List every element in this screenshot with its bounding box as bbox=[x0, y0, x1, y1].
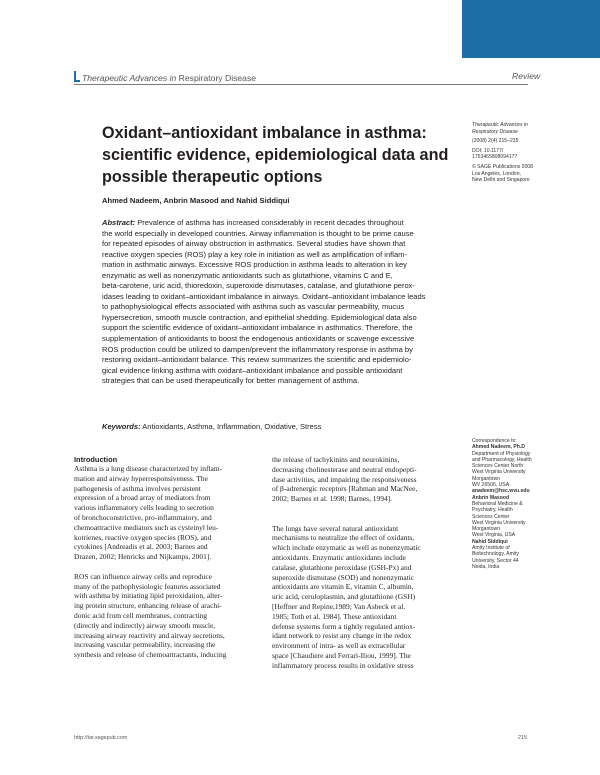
abstract-line: enzymatic as well as nonenzymatic antioxidants such as glutathione, vitamins C and E, bbox=[102, 270, 393, 280]
body-line: kotrienes, reactive oxygen species (ROS), and bbox=[74, 532, 212, 542]
body-line: dase activities, and impairing the responsiveness bbox=[272, 474, 417, 484]
sidebar-copyright-line3: New Delhi and Singapore bbox=[472, 177, 530, 184]
address-line: Morgantown bbox=[472, 475, 501, 482]
correspondence-block bbox=[472, 438, 552, 570]
body-line: Drazen, 2002; Henricks and Nijkamps, 2001]. bbox=[74, 552, 212, 562]
abstract-line: the world especially in developed countries. Airway inflammation is thought to be prime cause bbox=[102, 228, 414, 238]
abstract-line: mation in asthmatic airways. Excessive ROS production in asthma leads to alteration in key bbox=[102, 260, 407, 270]
body-line: donic acid from cell membranes, contracting bbox=[74, 610, 207, 620]
journal-name bbox=[74, 71, 256, 83]
body-line: which include enzymatic as well as nonenzymatic bbox=[272, 543, 421, 553]
body-line: of bronchoconstrictive, pro-inflammatory, and bbox=[74, 512, 212, 522]
abstract-line: support the scientific evidence of oxidant–antioxidant imbalance in asthmatics. Therefore, the bbox=[102, 323, 413, 333]
article-title: Oxidant–antioxidant imbalance in asthma: scientific evidence, epidemiological data and possible therapeutic options bbox=[102, 124, 449, 186]
body-line: chemoattractive mediators such as cysteinyl leu- bbox=[74, 522, 219, 532]
sidebar-copyright-line2: Los Angeles, London, bbox=[472, 170, 521, 177]
authors: Ahmed Nadeem, Anbrin Masood and Nahid Siddiqui bbox=[102, 196, 290, 205]
body-line: with asthma by initiating lipid peroxidation, alter- bbox=[74, 591, 223, 601]
page-number: 215 bbox=[518, 735, 527, 741]
body-line: synthesis and release of chemoattractants, inducing bbox=[74, 650, 227, 660]
address-line: Department of Physiology bbox=[472, 450, 531, 457]
abstract-line: ROS production could be utilized to dampen/prevent the inflammatory response in asthma by bbox=[102, 344, 413, 354]
abstract-line: to pathophysiological effects associated with asthma such as vascular permeability, mucus bbox=[102, 302, 405, 312]
address-line: Behavioral Medicine & bbox=[472, 500, 523, 507]
address-line: Noida, India bbox=[472, 563, 500, 570]
body-line: uric acid, ceruloplasmin, and glutathione (GSH) bbox=[272, 592, 416, 602]
body-line: The lungs have several natural antioxidant bbox=[272, 523, 399, 533]
abstract-line: supplementation of antioxidants to boost the endogenous antioxidants or scavenge excessive bbox=[102, 334, 415, 344]
body-line: of β-adrenergic receptors [Rahman and MacNee, bbox=[272, 484, 418, 494]
body-line: idant network to resist any change in the redox bbox=[272, 631, 412, 641]
keywords-text: Antioxidants, Asthma, Inflammation, Oxidative, Stress bbox=[140, 422, 322, 431]
author-name: Ahmed Nadeem, Ph.D bbox=[472, 444, 525, 451]
address-line: West Virginia, USA bbox=[472, 532, 516, 539]
body-line: increasing airway reactivity and airway secretions, bbox=[74, 630, 225, 640]
abstract-line: reactive oxygen species (ROS) play a key role in initiation as well as amplification of inflam- bbox=[102, 249, 407, 259]
body-column-right bbox=[272, 455, 461, 671]
body-line: mechanisms to neutralize the effect of oxidants, bbox=[272, 533, 415, 543]
abstract-line: for repeated episodes of airway obstruction in asthmatics. Several studies have shown that bbox=[102, 239, 406, 249]
author-email: anadeem@hsc.wvu.edu bbox=[472, 488, 530, 495]
abstract-line: hypersecretion, smooth muscle contraction, and epithelial shedding. Epidemiological data also bbox=[102, 312, 417, 322]
address-line: Biotechnology, Amity bbox=[472, 551, 519, 558]
body-line: expression of a broad array of mediators from bbox=[74, 493, 211, 503]
sidebar-copyright-line1: © SAGE Publications 2008 bbox=[472, 163, 533, 170]
corner-accent-block bbox=[462, 0, 600, 58]
body-line: 1985; Toth et al. 1984]. These antioxidant bbox=[272, 611, 397, 621]
body-line: the release of tachykinins and neurokinins, bbox=[272, 455, 400, 464]
author-name: Anbrin Masood bbox=[472, 494, 510, 501]
header-divider bbox=[74, 84, 528, 85]
body-line: 2002; Barnes et al. 1998; Barnes, 1994]. bbox=[272, 494, 393, 504]
journal-name-rest: Respiratory Disease bbox=[176, 73, 257, 83]
body-line: catalase, glutathione peroxidase (GSH-Px) and bbox=[272, 562, 412, 572]
body-line: environment of intra- as well as extracellular bbox=[272, 641, 406, 651]
sidebar-info bbox=[472, 122, 533, 184]
footer-url[interactable]: http://tar.sagepub.com bbox=[74, 735, 128, 741]
address-line: and Pharmacology, Health bbox=[472, 456, 532, 463]
abstract-line: idases leading to oxidant–antioxidant imbalance in airways. Oxidant–antioxidant imbalance leads bbox=[102, 291, 426, 301]
address-line: WV 26506, USA bbox=[472, 482, 510, 489]
abstract-line: restoring oxidant–antioxidant balance. This review summarizes the scientific and epidemiolo- bbox=[102, 355, 412, 365]
body-line: many of the pathophysiologic features associated bbox=[74, 581, 221, 591]
body-line: various inflammatory cells leading to secretion bbox=[74, 503, 214, 513]
abstract-line: gical evidence linking asthma with oxidant–antioxidant imbalance and possible antioxidant bbox=[102, 365, 403, 375]
body-line: mation and airway hyperresponsiveness. The bbox=[74, 473, 208, 483]
body-line: inflammatory process results in oxidative stress bbox=[272, 660, 414, 670]
body-line: defense systems form a tightly regulated antiox- bbox=[272, 621, 416, 631]
address-line: West Virginia University bbox=[472, 469, 526, 476]
keywords-label: Keywords: bbox=[102, 422, 141, 431]
body-line: increasing vascular permeability, increasing the bbox=[74, 640, 216, 650]
body-line: antioxidants. Enzymatic antioxidants include bbox=[272, 552, 406, 562]
body-line: [Heffner and Repine,1989; Van Asbeck et al. bbox=[272, 601, 406, 611]
sidebar-doi-line2: 1753465808094177 bbox=[472, 154, 518, 161]
body-line: superoxide dismutase (SOD) and nonenzymatic bbox=[272, 572, 415, 582]
body-line: ROS can influence airway cells and reproduce bbox=[74, 571, 212, 581]
section-label: Review bbox=[512, 71, 541, 81]
body-line: ing protein structure, enhancing release of arachi- bbox=[74, 601, 222, 611]
body-line: space [Chaudiere and Ferrari-Iliou, 1999]. The bbox=[272, 650, 411, 660]
address-line: Sciences Center bbox=[472, 513, 510, 520]
author-name: Nahid Siddiqui bbox=[472, 538, 508, 545]
body-line: (directly and indirectly) airway smooth muscle, bbox=[74, 620, 216, 630]
sidebar-doi-line1: DOI: 10.1177/ bbox=[472, 147, 504, 154]
introduction-heading: Introduction bbox=[74, 455, 118, 464]
abstract bbox=[102, 218, 462, 387]
sidebar-journal-line1: Therapeutic Advances in bbox=[472, 122, 528, 128]
abstract-line: strategies that can be used therapeutically for better management of asthma. bbox=[102, 376, 360, 386]
address-line: West Virginia University bbox=[472, 519, 526, 526]
body-line: Asthma is a lung disease characterized by inflam- bbox=[74, 464, 223, 473]
body-line: antioxidants are vitamin E, vitamin C, albumin, bbox=[272, 582, 414, 592]
correspondence-title: Correspondence to: bbox=[472, 438, 517, 444]
sidebar-citation: (2008) 2(4) 215–235 bbox=[472, 138, 519, 145]
body-line: decreasing cholinesterase and neutral endopepti- bbox=[272, 464, 417, 474]
address-line: Morgantown bbox=[472, 526, 501, 533]
journal-mark-icon bbox=[74, 71, 80, 82]
address-line: University, Sector 44 bbox=[472, 557, 519, 564]
body-column-left bbox=[74, 464, 254, 660]
sidebar-journal-line2: Respiratory Disease bbox=[472, 128, 518, 135]
address-line: Psychiatry, Health bbox=[472, 507, 513, 514]
body-line: pathogenesis of asthma involves persistent bbox=[74, 483, 201, 493]
abstract-label: Abstract: bbox=[102, 218, 136, 227]
keywords bbox=[102, 422, 462, 431]
abstract-line: beta-carotene, uric acid, thioredoxin, superoxide dismutases, catalase, and glutathione perox- bbox=[102, 281, 415, 291]
address-line: Sciences Center North bbox=[472, 463, 524, 470]
journal-name-italic: Therapeutic Advances in bbox=[82, 73, 177, 83]
abstract-line: Prevalence of asthma has increased considerably in recent decades throughout bbox=[135, 218, 404, 227]
body-line: cytokines [Andreadis et al. 2003; Barnes and bbox=[74, 542, 208, 552]
address-line: Amity Institute of bbox=[472, 545, 510, 552]
